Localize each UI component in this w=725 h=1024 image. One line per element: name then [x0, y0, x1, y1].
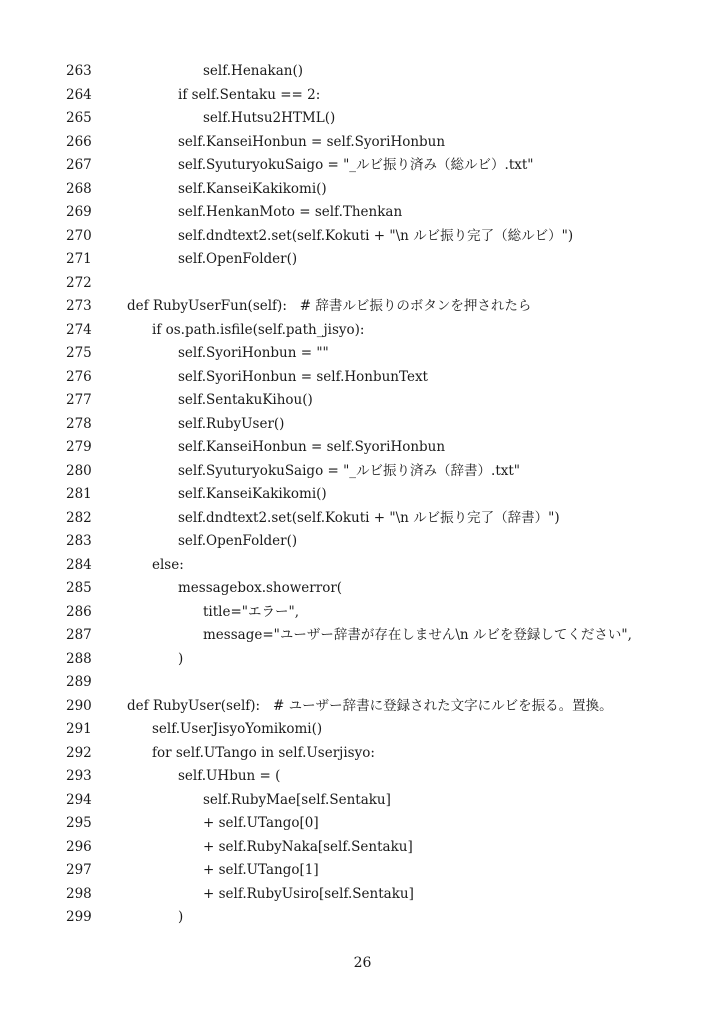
- code-line: [0, 248, 725, 272]
- code-line: [0, 84, 725, 108]
- code-line: [0, 389, 725, 413]
- code-line: [0, 295, 725, 319]
- code-text: self.KanseiHonbun = self.SyoriHonbun: [178, 439, 446, 455]
- line-number: 296: [66, 838, 92, 855]
- code-line: [0, 225, 725, 249]
- code-line: [0, 789, 725, 813]
- line-number: 274: [66, 321, 92, 338]
- code-text: def RubyUser(self): # ユーザー辞書に登録された文字にルビを振る。置換。: [127, 697, 613, 714]
- code-text: if os.path.isfile(self.path_jisyo):: [152, 321, 365, 338]
- code-text: def RubyUserFun(self): # 辞書ルビ振りのボタンを押されたら: [127, 298, 532, 314]
- code-line: [0, 554, 725, 578]
- line-number: 266: [66, 133, 92, 150]
- code-text: ): [178, 650, 184, 667]
- line-number: 267: [66, 157, 92, 173]
- line-number: 277: [66, 392, 92, 408]
- code-text: self.KanseiHonbun = self.SyoriHonbun: [178, 133, 446, 150]
- code-text: + self.RubyNaka[self.Sentaku]: [203, 838, 413, 855]
- code-line: [0, 577, 725, 601]
- code-line: [0, 883, 725, 907]
- code-text: self.KanseiKakikomi(): [178, 180, 327, 197]
- code-line: [0, 836, 725, 860]
- line-number: 291: [66, 721, 92, 737]
- code-text: for self.UTango in self.Userjisyo:: [152, 744, 375, 761]
- code-line: [0, 671, 725, 695]
- code-text: self.UHbun = (: [178, 768, 281, 784]
- code-text: self.SyoriHonbun = "": [178, 345, 329, 361]
- page-number: 26: [353, 955, 372, 971]
- code-text: self.SyuturyokuSaigo = "_ルビ振り済み（辞書）.txt": [178, 462, 521, 479]
- code-text: self.OpenFolder(): [178, 251, 298, 267]
- code-line: [0, 742, 725, 766]
- code-line: [0, 507, 725, 531]
- code-line: [0, 319, 725, 343]
- line-number: 273: [66, 298, 92, 314]
- code-line: [0, 460, 725, 484]
- line-number: 297: [66, 862, 92, 878]
- line-number: 294: [66, 791, 92, 808]
- code-line: [0, 624, 725, 648]
- line-number: 286: [66, 603, 92, 620]
- line-number: 275: [66, 345, 92, 361]
- code-line: [0, 413, 725, 437]
- code-line: [0, 366, 725, 390]
- code-text: self.SyoriHonbun = self.HonbunText: [178, 368, 428, 385]
- code-line: [0, 131, 725, 155]
- code-text: + self.UTango[1]: [203, 862, 319, 878]
- line-number: 295: [66, 815, 92, 831]
- code-line: [0, 272, 725, 296]
- code-text: self.SyuturyokuSaigo = "_ルビ振り済み（総ルビ）.txt": [178, 157, 534, 173]
- code-text: self.HenkanMoto = self.Thenkan: [178, 204, 403, 220]
- code-line: [0, 342, 725, 366]
- code-line: [0, 436, 725, 460]
- code-line: [0, 648, 725, 672]
- code-line: [0, 530, 725, 554]
- code-text: self.dndtext2.set(self.Kokuti + "\n ルビ振り完了（総ルビ）"): [178, 227, 574, 244]
- code-text: + self.UTango[0]: [203, 815, 319, 831]
- line-number: 290: [66, 697, 92, 714]
- code-text: else:: [152, 556, 184, 573]
- code-line: [0, 107, 725, 131]
- line-number: 283: [66, 533, 92, 549]
- line-number: 279: [66, 439, 92, 455]
- code-text: title="エラー",: [203, 603, 299, 620]
- line-number: 285: [66, 580, 92, 596]
- line-number: 264: [66, 86, 92, 103]
- code-line: [0, 201, 725, 225]
- code-line: [0, 178, 725, 202]
- line-number: 288: [66, 650, 92, 667]
- line-number: 293: [66, 768, 92, 784]
- code-line: [0, 695, 725, 719]
- line-number: 299: [66, 909, 92, 925]
- line-number: 272: [66, 274, 92, 291]
- line-number: 287: [66, 627, 92, 643]
- code-line: [0, 718, 725, 742]
- line-number: 298: [66, 885, 92, 902]
- code-line: [0, 812, 725, 836]
- line-number: 292: [66, 744, 92, 761]
- code-line: [0, 154, 725, 178]
- code-text: ): [178, 909, 184, 925]
- code-text: self.Hutsu2HTML(): [203, 110, 336, 126]
- line-number: 281: [66, 486, 92, 502]
- line-number: 284: [66, 556, 92, 573]
- code-text: self.dndtext2.set(self.Kokuti + "\n ルビ振り完了（辞書）"): [178, 509, 560, 526]
- line-number: 289: [66, 674, 92, 690]
- code-line: [0, 601, 725, 625]
- line-number: 282: [66, 509, 92, 526]
- line-number: 269: [66, 204, 92, 220]
- code-text: self.KanseiKakikomi(): [178, 486, 327, 502]
- line-number: 270: [66, 227, 92, 244]
- code-line: [0, 765, 725, 789]
- line-number: 276: [66, 368, 92, 385]
- code-text: self.RubyUser(): [178, 415, 285, 432]
- line-number: 271: [66, 251, 92, 267]
- code-line: [0, 859, 725, 883]
- line-number: 265: [66, 110, 92, 126]
- code-text: message="ユーザー辞書が存在しません\n ルビを登録してください",: [203, 627, 632, 643]
- code-text: if self.Sentaku == 2:: [178, 86, 321, 103]
- code-line: [0, 483, 725, 507]
- line-number: 268: [66, 180, 92, 197]
- code-text: + self.RubyUsiro[self.Sentaku]: [203, 885, 414, 902]
- code-text: self.UserJisyoYomikomi(): [152, 721, 323, 737]
- code-text: self.OpenFolder(): [178, 533, 298, 549]
- code-text: self.Henakan(): [203, 63, 304, 79]
- code-text: self.SentakuKihou(): [178, 392, 313, 408]
- code-line: [0, 906, 725, 930]
- line-number: 263: [66, 63, 92, 79]
- code-line: [0, 60, 725, 84]
- line-number: 278: [66, 415, 92, 432]
- code-text: messagebox.showerror(: [178, 580, 343, 596]
- code-listing: [0, 60, 725, 930]
- line-number: 280: [66, 462, 92, 479]
- code-text: self.RubyMae[self.Sentaku]: [203, 791, 391, 808]
